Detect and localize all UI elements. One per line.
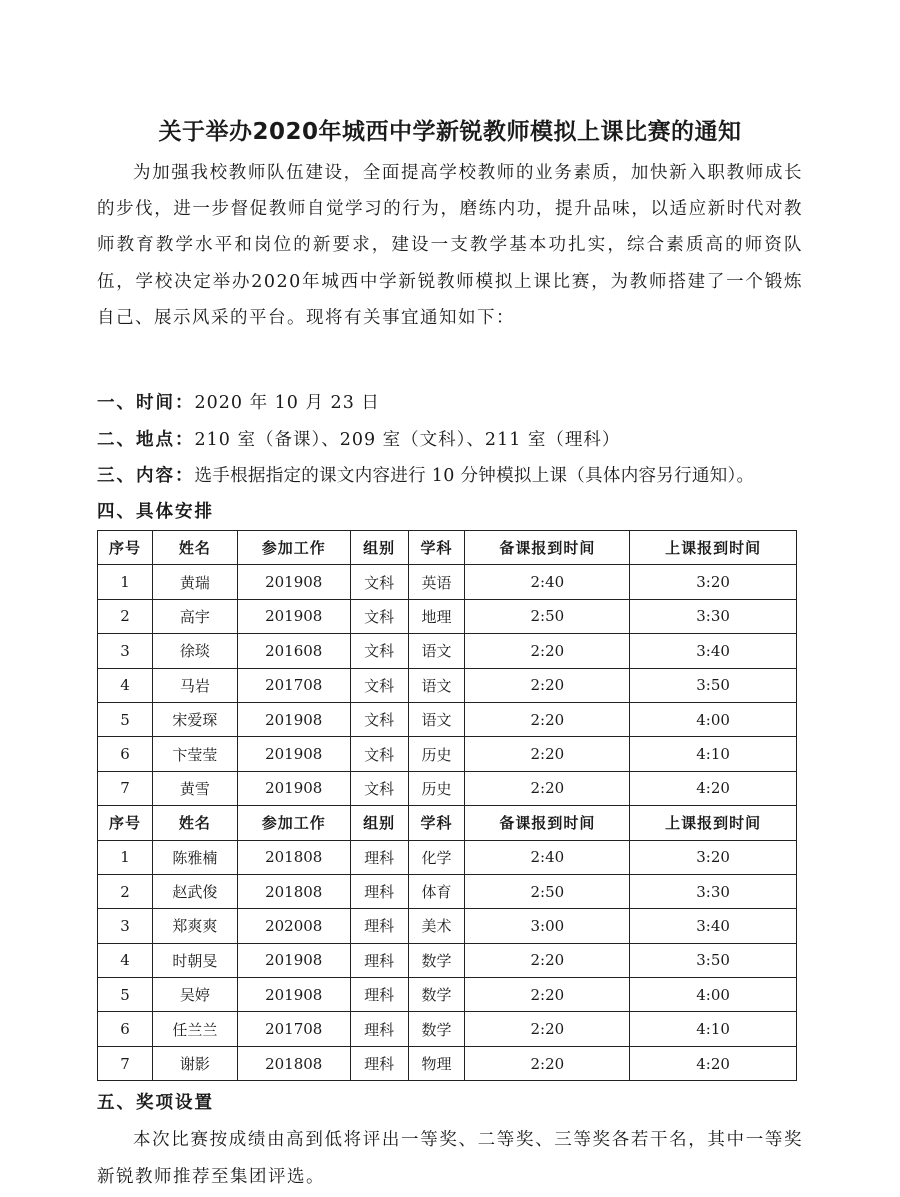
- table-cell: 文科: [350, 599, 408, 633]
- section-time-text: 2020 年 10 月 23 日: [194, 393, 380, 413]
- table-cell: 4:00: [630, 702, 797, 736]
- section-place-heading: 二、地点：: [97, 430, 195, 450]
- section-place: [97, 426, 620, 451]
- table-cell: 2:20: [465, 737, 630, 771]
- table-cell: 理科: [350, 909, 408, 943]
- table-cell: 理科: [350, 1046, 408, 1080]
- table-cell: 2:20: [465, 771, 630, 805]
- table-cell: 2: [98, 599, 153, 633]
- table-cell: 文科: [350, 702, 408, 736]
- table-row: [98, 840, 797, 874]
- table-cell: 英语: [408, 565, 465, 599]
- table-cell: 2:40: [465, 565, 630, 599]
- table-cell: 化学: [408, 840, 465, 874]
- award-paragraph: 本次比赛按成绩由高到低将评出一等奖、二等奖、三等奖各若干名，其中一等奖新锐教师推荐至集团评选。: [97, 1130, 803, 1187]
- section-award-heading: 五、奖项设置: [97, 1093, 214, 1113]
- section-time-heading: 一、时间：: [97, 393, 195, 413]
- table-cell: 3:20: [630, 565, 797, 599]
- table-cell: 历史: [408, 771, 465, 805]
- table-header-row: [98, 806, 797, 840]
- table-cell: 体育: [408, 874, 465, 908]
- table-header-cell: 学科: [408, 806, 465, 840]
- table-cell: 语文: [408, 702, 465, 736]
- table-cell: 4: [98, 668, 153, 702]
- section-place-text: 210 室（备课）、209 室（文科）、211 室（理科）: [194, 430, 621, 450]
- table-row: [98, 668, 797, 702]
- table-cell: 4: [98, 943, 153, 977]
- table-cell: 吴婷: [152, 978, 237, 1012]
- table-cell: 数学: [408, 978, 465, 1012]
- table-cell: 201908: [237, 599, 350, 633]
- table-cell: 5: [98, 702, 153, 736]
- table-cell: 3:30: [630, 599, 797, 633]
- table-header-cell: 姓名: [152, 806, 237, 840]
- table-row: [98, 599, 797, 633]
- table-cell: 徐琰: [152, 634, 237, 668]
- table-cell: 2:20: [465, 943, 630, 977]
- table-cell: 201908: [237, 565, 350, 599]
- table-cell: 理科: [350, 1012, 408, 1046]
- document-title: 关于举办2020年城西中学新锐教师模拟上课比赛的通知: [158, 119, 742, 145]
- table-header-cell: 参加工作: [237, 531, 350, 565]
- table-cell: 2:40: [465, 840, 630, 874]
- table-cell: 2:50: [465, 874, 630, 908]
- table-cell: 理科: [350, 874, 408, 908]
- table-cell: 1: [98, 565, 153, 599]
- table-header-cell: 组别: [350, 531, 408, 565]
- table-cell: 美术: [408, 909, 465, 943]
- table-cell: 7: [98, 771, 153, 805]
- table-row: [98, 1046, 797, 1080]
- table-header-cell: 组别: [350, 806, 408, 840]
- table-cell: 3:30: [630, 874, 797, 908]
- table-cell: 马岩: [152, 668, 237, 702]
- table-cell: 201908: [237, 771, 350, 805]
- table-cell: 201808: [237, 1046, 350, 1080]
- table-cell: 文科: [350, 771, 408, 805]
- table-cell: 2: [98, 874, 153, 908]
- table-row: [98, 978, 797, 1012]
- table-cell: 谢影: [152, 1046, 237, 1080]
- section-content-text: 选手根据指定的课文内容进行 10 分钟模拟上课（具体内容另行通知）。: [194, 466, 755, 486]
- table-cell: 201808: [237, 874, 350, 908]
- table-cell: 高宇: [152, 599, 237, 633]
- table-row: [98, 702, 797, 736]
- table-cell: 2:20: [465, 702, 630, 736]
- table-cell: 物理: [408, 1046, 465, 1080]
- table-cell: 201708: [237, 668, 350, 702]
- table-cell: 历史: [408, 737, 465, 771]
- table-cell: 1: [98, 840, 153, 874]
- table-header-cell: 上课报到时间: [630, 806, 797, 840]
- table-cell: 201908: [237, 978, 350, 1012]
- table-cell: 2:20: [465, 1012, 630, 1046]
- table-row: [98, 771, 797, 805]
- table-cell: 卞莹莹: [152, 737, 237, 771]
- intro-paragraph: 为加强我校教师队伍建设，全面提高学校教师的业务素质，加快新入职教师成长的步伐，进一步督促教师自觉学习的行为，磨练内功，提升品味，以适应新时代对教师教育教学水平和岗位的新要求，建设一支教学基本功扎实，综合素质高的师资队伍，学校决定举办2020年城西中学新锐教师模拟上课比赛，为教师搭建了一个锻炼自己、展示风采的平台。现将有关事宜通知如下：: [97, 163, 803, 328]
- table-cell: 3:20: [630, 840, 797, 874]
- table-cell: 2:50: [465, 599, 630, 633]
- table-cell: 黄雪: [152, 771, 237, 805]
- table-cell: 3:40: [630, 634, 797, 668]
- section-arrange: [97, 498, 214, 523]
- table-cell: 5: [98, 978, 153, 1012]
- table-cell: 7: [98, 1046, 153, 1080]
- table-header-cell: 学科: [408, 531, 465, 565]
- table-header-cell: 上课报到时间: [630, 531, 797, 565]
- table-cell: 赵武俊: [152, 874, 237, 908]
- table-cell: 4:20: [630, 1046, 797, 1080]
- table-cell: 文科: [350, 634, 408, 668]
- table-row: [98, 737, 797, 771]
- table-header-cell: 序号: [98, 806, 153, 840]
- table-row: [98, 565, 797, 599]
- table-cell: 4:10: [630, 1012, 797, 1046]
- table-cell: 任兰兰: [152, 1012, 237, 1046]
- table-row: [98, 634, 797, 668]
- table-cell: 陈雅楠: [152, 840, 237, 874]
- table-cell: 文科: [350, 668, 408, 702]
- schedule-table: [97, 530, 797, 1081]
- section-time: [97, 389, 380, 414]
- table-cell: 理科: [350, 840, 408, 874]
- table-cell: 语文: [408, 668, 465, 702]
- table-row: [98, 909, 797, 943]
- table-cell: 数学: [408, 1012, 465, 1046]
- table-cell: 文科: [350, 737, 408, 771]
- table-cell: 3:40: [630, 909, 797, 943]
- section-award: [97, 1089, 214, 1114]
- table-cell: 理科: [350, 978, 408, 1012]
- table-cell: 黄瑞: [152, 565, 237, 599]
- table-cell: 数学: [408, 943, 465, 977]
- table-cell: 201908: [237, 702, 350, 736]
- table-header-cell: 备课报到时间: [465, 531, 630, 565]
- table-cell: 3:00: [465, 909, 630, 943]
- table-cell: 2:20: [465, 978, 630, 1012]
- table-cell: 201908: [237, 943, 350, 977]
- section-content: [97, 462, 754, 487]
- table-cell: 201808: [237, 840, 350, 874]
- table-cell: 郑爽爽: [152, 909, 237, 943]
- table-cell: 文科: [350, 565, 408, 599]
- table-cell: 3:50: [630, 943, 797, 977]
- table-cell: 6: [98, 1012, 153, 1046]
- table-cell: 202008: [237, 909, 350, 943]
- table-row: [98, 874, 797, 908]
- table-header-cell: 序号: [98, 531, 153, 565]
- table-cell: 201708: [237, 1012, 350, 1046]
- table-cell: 6: [98, 737, 153, 771]
- table-cell: 宋爱琛: [152, 702, 237, 736]
- table-cell: 地理: [408, 599, 465, 633]
- table-cell: 201608: [237, 634, 350, 668]
- table-cell: 3:50: [630, 668, 797, 702]
- table-cell: 2:20: [465, 634, 630, 668]
- table-row: [98, 1012, 797, 1046]
- table-cell: 2:20: [465, 1046, 630, 1080]
- table-cell: 时朝旻: [152, 943, 237, 977]
- section-content-heading: 三、内容：: [97, 466, 195, 486]
- table-header-row: [98, 531, 797, 565]
- table-cell: 4:20: [630, 771, 797, 805]
- table-header-cell: 参加工作: [237, 806, 350, 840]
- table-header-cell: 姓名: [152, 531, 237, 565]
- table-header-cell: 备课报到时间: [465, 806, 630, 840]
- table-cell: 201908: [237, 737, 350, 771]
- table-row: [98, 943, 797, 977]
- section-arrange-heading: 四、具体安排: [97, 502, 214, 522]
- table-cell: 2:20: [465, 668, 630, 702]
- table-cell: 理科: [350, 943, 408, 977]
- table-cell: 4:10: [630, 737, 797, 771]
- table-cell: 3: [98, 909, 153, 943]
- table-cell: 语文: [408, 634, 465, 668]
- table-cell: 4:00: [630, 978, 797, 1012]
- table-cell: 3: [98, 634, 153, 668]
